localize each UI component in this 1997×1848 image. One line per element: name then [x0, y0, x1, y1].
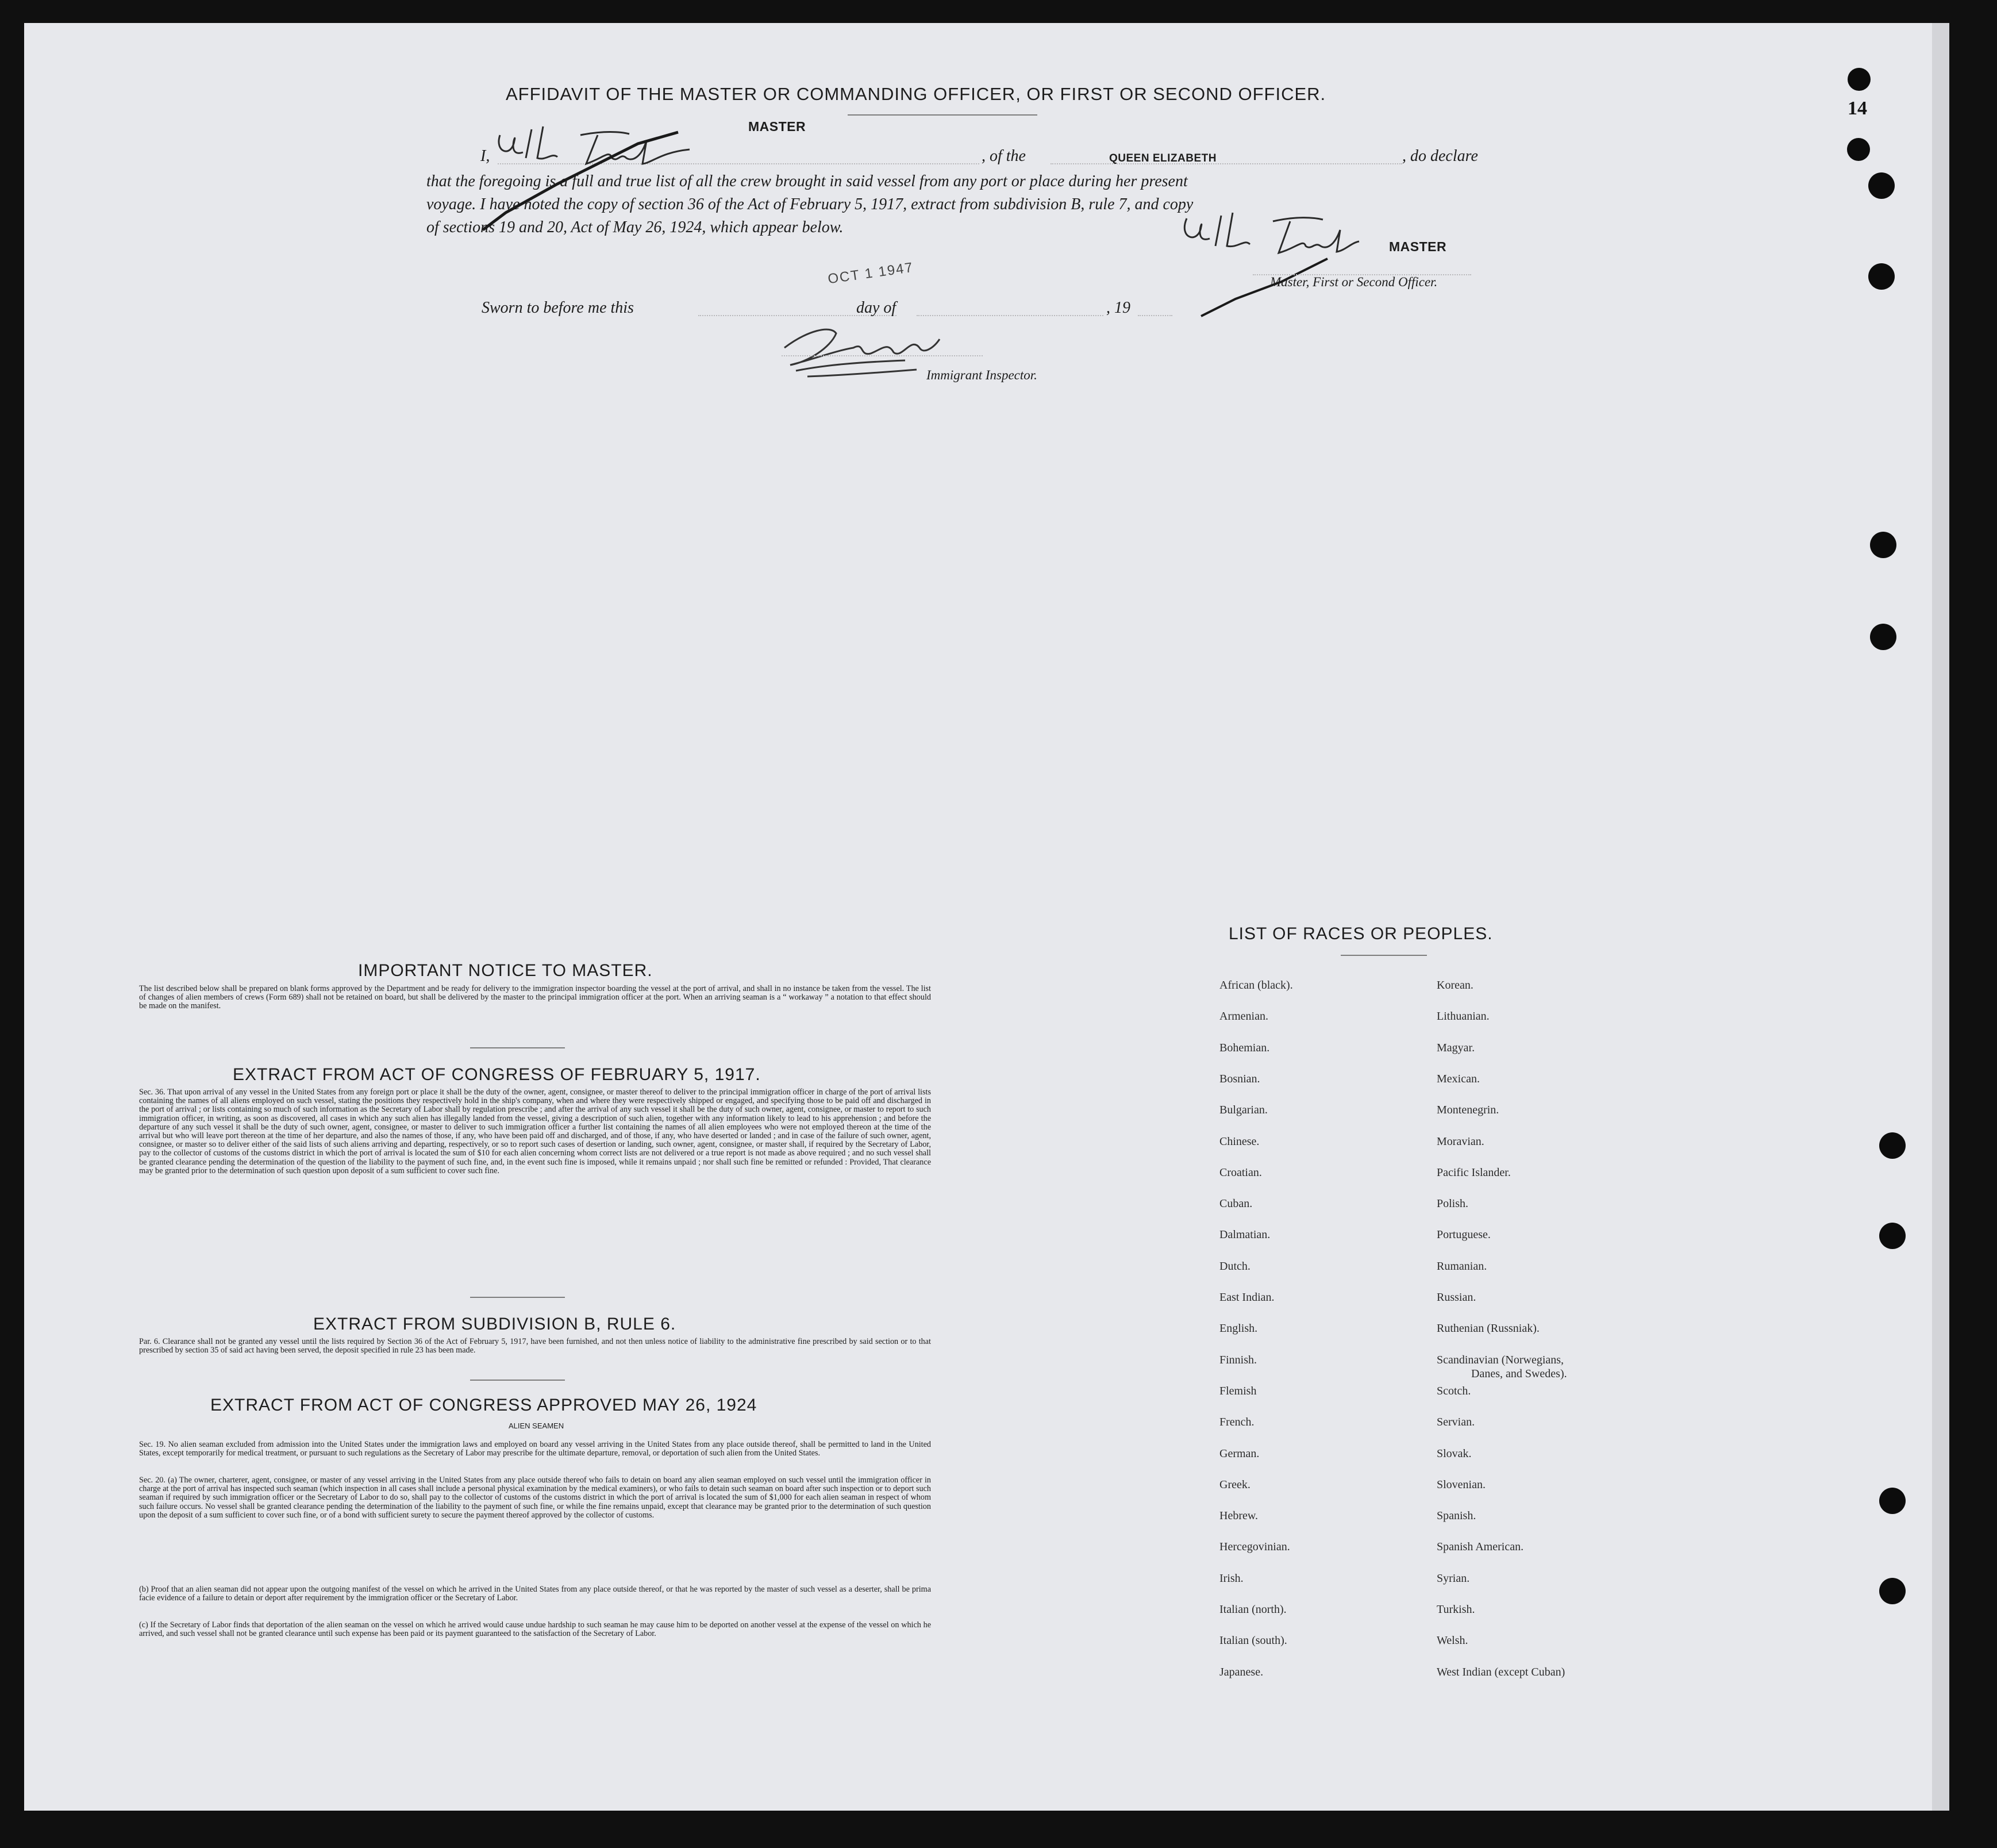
race-item: Pacific Islander. [1437, 1166, 1511, 1179]
race-item: Japanese. [1219, 1666, 1264, 1678]
race-item: Lithuanian. [1437, 1010, 1490, 1023]
extract-1924-sec20b: (b) Proof that an alien seaman did not appear upon the outgoing manifest of the vessel on which he arrived in the United States from any place outside thereof, or that he was reported by the master of such vessel as a deserter, shall be prima facie evidence of a failure to detain or deport after requirement by the immigration officer or the Secretary of Labor. [139, 1585, 931, 1603]
race-item: English. [1219, 1322, 1258, 1335]
race-item: Portuguese. [1437, 1228, 1491, 1241]
race-item: Flemish [1219, 1385, 1257, 1397]
race-item: Spanish. [1437, 1509, 1476, 1522]
affidavit-line-2: that the foregoing is a full and true list of all the crew brought in said vessel from any port or place during her present [426, 172, 1188, 190]
day-of-label: day of [856, 299, 896, 317]
binder-hole [1879, 1132, 1906, 1159]
race-item: Mexican. [1437, 1073, 1480, 1085]
master-stamp-top: MASTER [748, 119, 806, 134]
extract-1917-rule [470, 1297, 565, 1298]
race-item: Dutch. [1219, 1260, 1250, 1273]
declaration-strike-mark [471, 126, 713, 241]
master-stamp-right: MASTER [1389, 239, 1447, 254]
binder-hole [1847, 138, 1870, 161]
extract-1924-sec19: Sec. 19. No alien seaman excluded from admission into the United States under the immigration laws and employed on board any vessel arriving in the United States from any place outside thereof, shall be permitted to land in the United States, except temporarily for medical treatment, or pursuant to such regulations as the Secretary of Labor may prescribe for the ultimate departure, removal, or deportation of such alien from the United States. [139, 1440, 931, 1458]
binder-hole [1879, 1488, 1906, 1514]
binder-hole [1848, 68, 1871, 91]
race-item: Finnish. [1219, 1354, 1257, 1366]
affidavit-line-3: voyage. I have noted the copy of section 36 of the Act of February 5, 1917, extract from subdivision B, rule 7, and copy [426, 195, 1194, 213]
race-item: Syrian. [1437, 1572, 1470, 1585]
extract-1917-title: EXTRACT FROM ACT OF CONGRESS OF FEBRUARY 5, 1917. [233, 1065, 761, 1084]
sworn-year-line [1138, 315, 1172, 316]
extract-rule6-rule [470, 1380, 565, 1381]
notice-rule [470, 1047, 565, 1048]
corner-mark: 14 [1848, 98, 1867, 119]
race-item: Armenian. [1219, 1010, 1268, 1023]
vessel-name-line [1051, 163, 1402, 164]
binder-hole [1870, 624, 1896, 650]
inspector-line [782, 355, 983, 356]
signer-caption: Master, First or Second Officer. [1270, 275, 1438, 289]
document-page [24, 23, 1932, 1811]
race-item: Moravian. [1437, 1135, 1484, 1148]
extract-1924-subtitle: ALIEN SEAMEN [509, 1421, 564, 1430]
of-the-label: , of the [982, 147, 1026, 165]
page-edge [1932, 23, 1949, 1811]
races-rule [1341, 955, 1427, 956]
race-item: Bohemian. [1219, 1042, 1270, 1054]
race-item: Rumanian. [1437, 1260, 1487, 1273]
notice-title: IMPORTANT NOTICE TO MASTER. [358, 961, 653, 980]
binder-hole [1868, 263, 1895, 290]
race-item: Servian. [1437, 1416, 1475, 1428]
race-item: Slovak. [1437, 1447, 1472, 1460]
binder-hole [1868, 172, 1895, 199]
race-item: Dalmatian. [1219, 1228, 1271, 1241]
race-item: French. [1219, 1416, 1255, 1428]
race-item: Polish. [1437, 1197, 1469, 1210]
year-prefix: , 19 [1106, 299, 1130, 317]
vessel-name-stamp: QUEEN ELIZABETH [1109, 152, 1217, 164]
race-item: Bosnian. [1219, 1073, 1260, 1085]
race-item: Welsh. [1437, 1634, 1468, 1647]
binder-hole [1879, 1578, 1906, 1604]
race-item: Cuban. [1219, 1197, 1253, 1210]
race-item: Italian (south). [1219, 1634, 1287, 1647]
race-item: Italian (north). [1219, 1603, 1287, 1616]
race-item: Irish. [1219, 1572, 1244, 1585]
race-item: Russian. [1437, 1291, 1476, 1304]
title-rule [848, 114, 1037, 116]
race-item: Slovenian. [1437, 1478, 1486, 1491]
race-item-continuation: Danes, and Swedes). [1471, 1367, 1567, 1380]
race-item: Montenegrin. [1437, 1104, 1499, 1116]
race-item: Bulgarian. [1219, 1104, 1268, 1116]
race-item: Korean. [1437, 979, 1473, 992]
declarant-prefix: I, [480, 147, 490, 165]
race-item: Croatian. [1219, 1166, 1262, 1179]
extract-rule6-title: EXTRACT FROM SUBDIVISION B, RULE 6. [313, 1315, 676, 1334]
race-item: African (black). [1219, 979, 1293, 992]
race-item: Greek. [1219, 1478, 1250, 1491]
race-item: Scotch. [1437, 1385, 1471, 1397]
inspector-caption: Immigrant Inspector. [926, 368, 1037, 382]
races-title: LIST OF RACES OR PEOPLES. [1229, 924, 1493, 943]
binder-hole [1870, 532, 1896, 558]
race-item: Scandinavian (Norwegians, [1437, 1354, 1564, 1366]
race-item: West Indian (except Cuban) [1437, 1666, 1565, 1678]
date-stamp: OCT 1 1947 [826, 259, 915, 287]
race-item: Ruthenian (Russniak). [1437, 1322, 1540, 1335]
race-item: Hercegovinian. [1219, 1540, 1290, 1553]
race-item: East Indian. [1219, 1291, 1275, 1304]
notice-body: The list described below shall be prepared on blank forms approved by the Department and be ready for delivery to the immigration inspector boarding the vessel at the port of arrival, and shall in no instance be taken from the vessel. The list of changes of alien members of crews (Form 689) shall not be retained on board, but shall be delivered by the master to the principal immigration officer at the port. When an arriving seaman is a “ workaway ” a notation to that effect should be made on the manifest. [139, 984, 931, 1011]
extract-rule6-body: Par. 6. Clearance shall not be granted any vessel until the lists required by Section 36 of the Act of February 5, 1917, have been furnished, and not then unless notice of liability to the administrative fine prescribed by said section or to that prescribed by section 35 of said act having been served, the deposit specified in rule 23 has been made. [139, 1337, 931, 1355]
race-item: Hebrew. [1219, 1509, 1259, 1522]
binder-hole [1879, 1223, 1906, 1249]
race-item: Turkish. [1437, 1603, 1475, 1616]
do-declare-label: , do declare [1402, 147, 1478, 165]
race-item: Chinese. [1219, 1135, 1260, 1148]
race-item: German. [1219, 1447, 1260, 1460]
affidavit-title: AFFIDAVIT OF THE MASTER OR COMMANDING OFFICER, OR FIRST OR SECOND OFFICER. [506, 84, 1326, 104]
extract-1924-sec20c: (c) If the Secretary of Labor finds that deportation of the alien seaman on the vessel on which he arrived would cause undue hardship to such seaman he may cause him to be deported on another vessel at the expense of the vessel on which he arrived, and such vessel shall not be granted clearance until such expense has been paid or its payment guaranteed to the satisfaction of the Secretary of Labor. [139, 1620, 931, 1639]
race-item: Magyar. [1437, 1042, 1475, 1054]
extract-1924-sec20a: Sec. 20. (a) The owner, charterer, agent, consignee, or master of any vessel arriving in the United States from any place outside thereof who fails to detain on board any alien seaman employed on such vessel until the immigration officer in charge at the port of arrival has inspected such seaman (which inspection in all cases shall include a personal physical examination by the medical examiners), or who fails to detain such seaman on board after such inspection or to deport such seaman if required by such immigration officer or the Secretary of Labor to do so, shall pay to the collector of customs of the customs district in which the port of arrival is located the sum of $1,000 for each alien seaman in respect of whom such failure occurs. No vessel shall be granted clearance pending the determination of the liability to the payment of such fine, or while the fine remains unpaid, except that clearance may be granted prior to the determination of such question upon the deposit of a sum sufficient to cover such fine, or of a bond with sufficient surety to secure the payment thereof approved by the collector of customs. [139, 1476, 931, 1520]
affidavit-line-4: of sections 19 and 20, Act of May 26, 1924, which appear below. [426, 218, 844, 236]
extract-1917-body: Sec. 36. That upon arrival of any vessel in the United States from any foreign port or place it shall be the duty of the owner, agent, consignee, or master thereof to deliver to the principal immigration officer in charge of the port of arrival lists containing the names of all aliens employed on such vessel, stating the positions they respectively hold in the ship's company, when and where they were respectively shipped or engaged, and specifying those to be paid off and discharged in the port of arrival ; or lists containing so much of such information as the Secretary of Labor shall by regulation prescribe ; and after the arrival of any such vessel it shall be the duty of such owner, agent, consignee, or master to report to such immigration officer, in writing, as soon as discovered, all cases in which any such alien has illegally landed from the vessel, giving a description of such alien, together with any information likely to lead to his apprehension ; and before the departure of any such vessel it shall be the duty of such owner, agent, consignee, or master to deliver to such immigration officer a further list containing the names of all alien employees who were not employed thereon at the time of the arrival but who will leave port thereon at the time of her departure, and also the names of those, if any, who have been paid off and discharged, and of those, if any, who have deserted or landed ; and in case of the failure of such owner, agent, consignee, or master so to deliver either of the said lists of such aliens arriving and departing, respectively, or so to report such cases of desertion or landing, such owner, agent, consignee, or master shall, if required by the Secretary of Labor, pay to the collector of customs of the customs district in which the port of arrival is located the sum of $10 for each alien concerning whom correct lists are not delivered or a true report is not made as above required ; and no such vessel shall be granted clearance pending the determination of the question of the liability to the payment of such fine, and, in the event such fine is imposed, while it remains unpaid ; nor shall such fine be remitted or refunded : Provided, That clearance may be granted prior to the determination of such question upon deposit of a sum sufficient to cover such fine. [139, 1088, 931, 1175]
sworn-prefix: Sworn to before me this [482, 299, 634, 317]
race-item: Spanish American. [1437, 1540, 1524, 1553]
extract-1924-title: EXTRACT FROM ACT OF CONGRESS APPROVED MAY 26, 1924 [210, 1396, 757, 1415]
